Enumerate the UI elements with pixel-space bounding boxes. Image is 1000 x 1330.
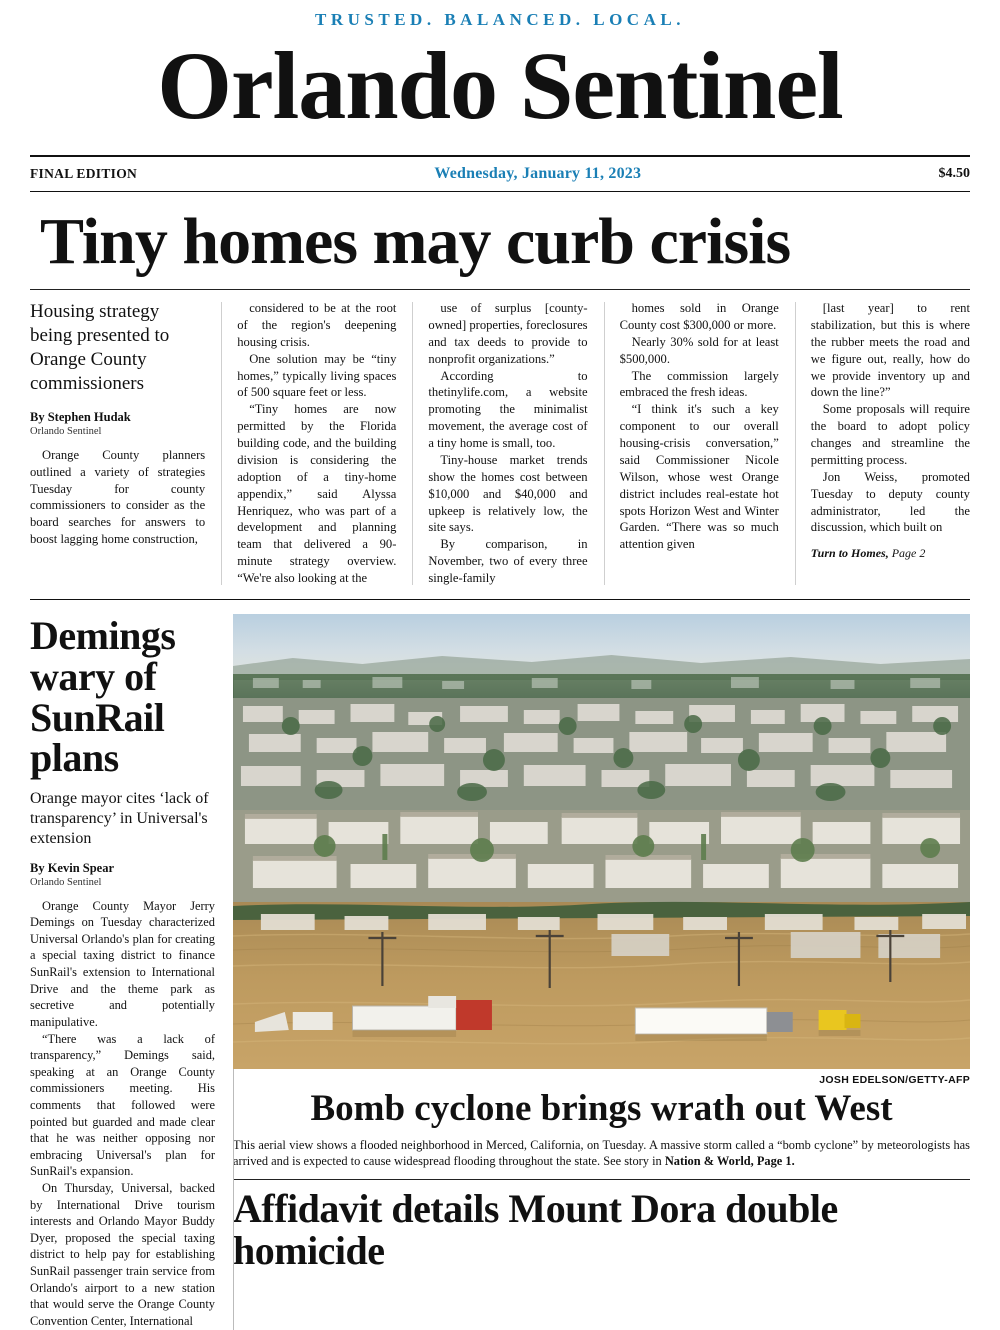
lead-paragraph: According to thetinylife.com, a website promoting the minimalist movement, the average cost of a tiny home is small, too. [428, 368, 588, 451]
secondary-paragraph: Orange County Mayor Jerry Demings on Tuesday characterized Universal Orlando's plan for creating a special taxing district to finance SunRail's extension to International Drive and the theme park as secretive and potentially manipulative. [30, 898, 215, 1029]
lead-paragraph: Tiny-house market trends show the homes cost between $10,000 and $40,000 and upkeep is relatively low, the site says. [428, 452, 588, 535]
lead-paragraph: Jon Weiss, promoted Tuesday to deputy county administrator, led the discussion, which built on [810, 469, 970, 535]
lead-headline: Tiny homes may curb crisis [40, 204, 791, 278]
lead-paragraph: Some proposals will require the board to adopt policy changes and streamline the permitting process. [810, 402, 970, 467]
bottom-headline: Affidavit details Mount Dora double homicide [233, 1186, 838, 1274]
lead-paragraph: considered to be at the root of the region's deepening housing crisis. [237, 301, 397, 349]
lead-paragraph: One solution may be “tiny homes,” typically living spaces of 500 square feet or less. [237, 351, 397, 400]
date-label: Wednesday, January 11, 2023 [434, 164, 642, 182]
secondary-paragraph: “There was a lack of transparency,” Demings said, speaking at an Orange County commissioners meeting. His comments that followed were pointed but guarded and made clear that he was neither opposing nor embracing Universal's plan for SunRail's expansion. [30, 1031, 215, 1179]
photo-caption [233, 1137, 970, 1169]
photo-caption-reference[interactable]: Nation & World, Page 1. [664, 1153, 795, 1168]
photo-credit: JOSH EDELSON/GETTY-AFP [819, 1073, 970, 1086]
lead-paragraph: Orange County planners outlined a variety of strategies Tuesday for county commissioners to consider as the board searches for answers to boost lagging home construction, [30, 447, 206, 547]
lead-byline-org: Orlando Sentinel [30, 425, 102, 437]
lead-column-4 [604, 300, 779, 587]
flood-aerial-photo [233, 614, 970, 1069]
lead-byline: By Stephen Hudak [30, 409, 131, 424]
secondary-paragraph: On Thursday, Universal, backed by International Drive tourism interests and Orlando Mayor Buddy Dyer, proposed the special taxing district to help pay for establishing SunRail passenger train service from Orlando's airport to a new station that would serve the Orange County Convention Center, International [30, 1181, 215, 1328]
secondary-byline: By Kevin Spear [30, 860, 115, 875]
secondary-deck: Orange mayor cites ‘lack of transparency’ in Universal's extension [30, 790, 209, 847]
lead-column-5 [795, 300, 970, 587]
photo-headline: Bomb cyclone brings wrath out West [310, 1087, 893, 1129]
lead-paragraph: Nearly 30% sold for at least $500,000. [619, 334, 779, 366]
lead-deck: Housing strategy being presented to Orange County commissioners [30, 301, 170, 394]
lead-paragraph: By comparison, in November, two of every three single-family [428, 537, 588, 586]
bottom-divider [233, 1179, 970, 1180]
lead-divider [30, 289, 970, 290]
lead-paragraph: [last year] to rent stabilization, but this is where the rubber meets the road and we figure out, really, how do we provide inventory up and down the line?” [810, 301, 970, 400]
photo-story [233, 614, 970, 1330]
photo-caption-text: This aerial view shows a flooded neighborhood in Merced, California, on Tuesday. A massive storm called a “bomb cyclone” by meteorologists has arrived and is expected to cause widespread flooding throughout the state. See story in [233, 1137, 970, 1168]
lead-story-columns [30, 300, 970, 587]
lead-jump-page: Page 2 [891, 546, 926, 561]
lead-paragraph: “I think it's such a key component to our overall housing-crisis conversation,” said Commissioner Nicole Wilson, whose west Orange district includes real-estate hot spots Horizon West and Winter Garden. “There was so much attention given [619, 402, 779, 552]
lead-column-2 [221, 300, 396, 587]
lead-jump-line[interactable] [811, 546, 970, 561]
lead-paragraph: homes sold in Orange County cost $300,000 or more. [619, 301, 779, 332]
price-label: $4.50 [938, 165, 970, 181]
lead-paragraph: The commission largely embraced the fresh ideas. [619, 368, 779, 400]
lead-column-1 [30, 300, 205, 587]
secondary-byline-org: Orlando Sentinel [30, 876, 102, 888]
tagline: TRUSTED. BALANCED. LOCAL. [315, 10, 685, 29]
info-bar-divider [30, 191, 970, 192]
secondary-story [30, 614, 215, 1330]
edition-label: FINAL EDITION [30, 165, 138, 181]
lead-paragraph: “Tiny homes are now permitted by the Florida building code, and the building division is considering the adoption of a tiny-home appendix,” said Alyssa Henriquez, who was part of a development and planning team that delivered a 90-minute strategy overview. “We're also looking at the [237, 402, 397, 586]
secondary-headline: Demings wary of SunRail plans [30, 612, 176, 781]
photo-container [233, 614, 970, 1069]
lower-section [30, 614, 970, 1330]
masthead-title: Orlando Sentinel [157, 32, 843, 139]
lead-jump-label: Turn to Homes, [810, 546, 889, 561]
lead-paragraph: use of surplus [county-owned] properties, foreclosures and tax deeds to provide to nonprofit organizations.” [428, 301, 588, 366]
info-bar [30, 157, 970, 191]
lead-column-3 [412, 300, 587, 587]
lead-bottom-divider [30, 599, 970, 600]
